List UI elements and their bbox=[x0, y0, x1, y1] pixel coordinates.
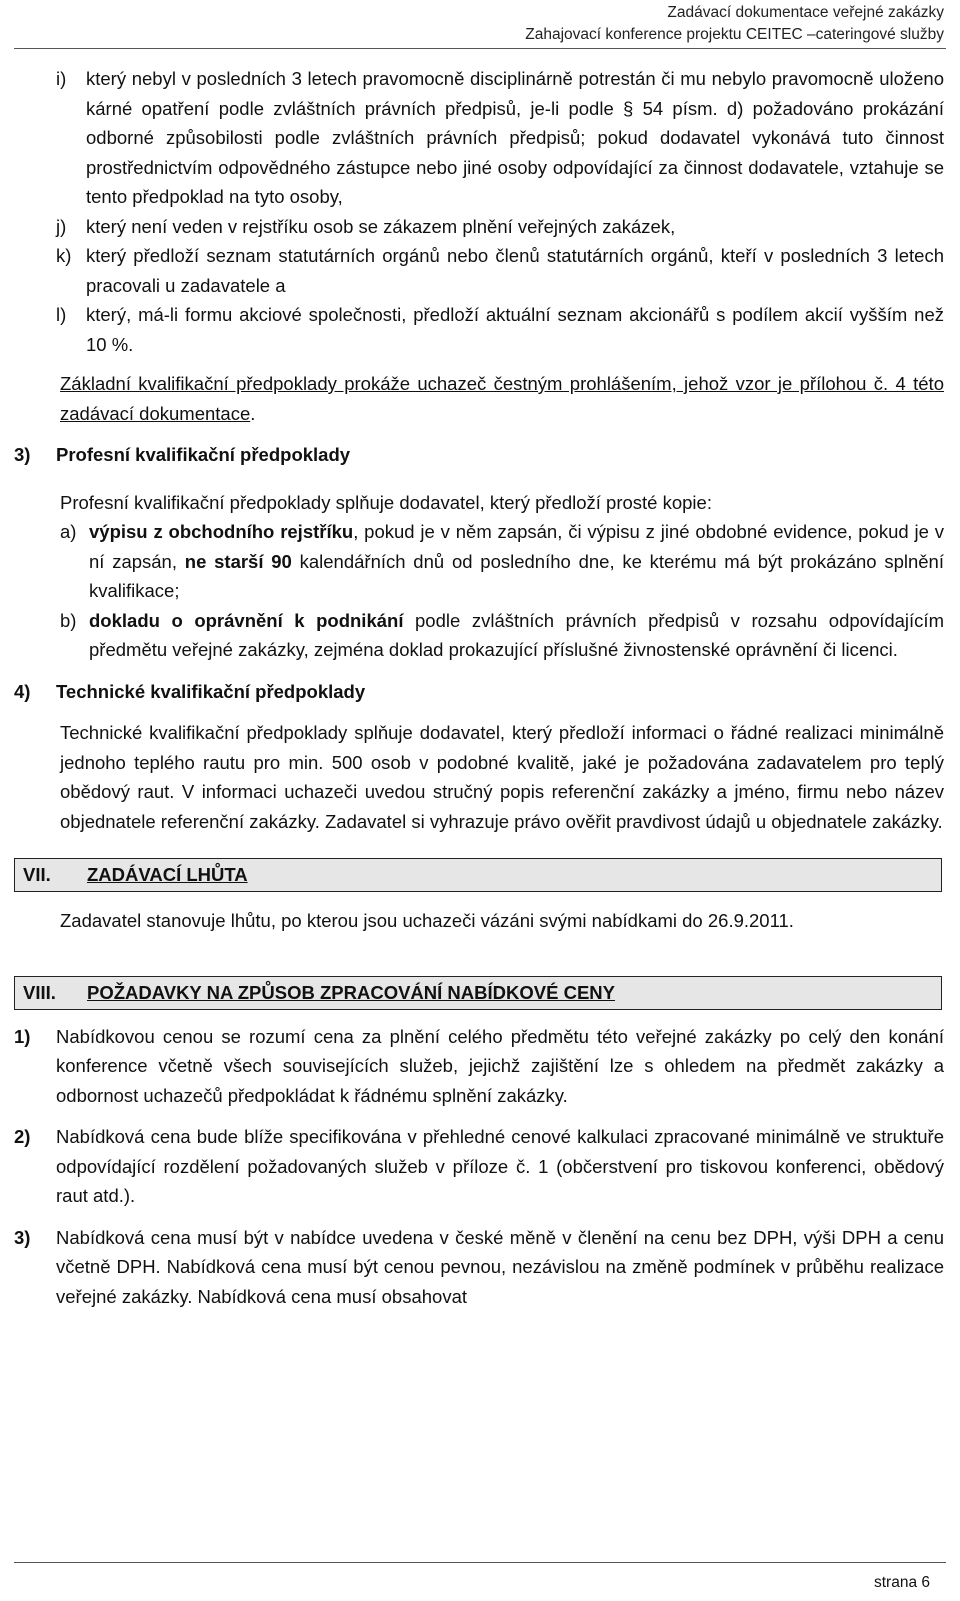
list-item bbox=[60, 606, 944, 665]
section-title: Technické kvalifikační předpoklady bbox=[56, 680, 366, 702]
page-header bbox=[525, 2, 944, 46]
list-label: j) bbox=[56, 215, 67, 237]
section-number: 4) bbox=[14, 680, 31, 702]
basic-note-end: . bbox=[250, 402, 256, 424]
page-number: strana 6 bbox=[873, 1574, 930, 1591]
plain-text: podle zvláštních právních předpisů v rozsahu odpovídajícím předmětu veřejné zakázky, zejména doklad prokazující příslušné živnostenské oprávnění či licenci. bbox=[89, 609, 944, 660]
bold-text: ne starší 90 bbox=[184, 550, 292, 572]
list-label: 1) bbox=[14, 1025, 31, 1047]
list-text bbox=[89, 517, 944, 606]
list-text: Nabídkovou cenou se rozumí cena za plnění celého předmětu této veřejné zakázky po celý den konání konference včetně všech souvisejících služeb, jejichž zajištění lze s ohledem na předmět zakázky a odbornost uchazečů předpokládat k řádnému splnění zakázky. bbox=[56, 1025, 944, 1106]
header-doc-title: Zadávací dokumentace veřejné zakázky bbox=[667, 4, 944, 21]
section-4-heading bbox=[14, 677, 944, 707]
list-text: který, má-li formu akciové společnosti, předloží aktuální seznam akcionářů s podílem akcií vyšším než 10 %. bbox=[86, 304, 944, 355]
list-item bbox=[56, 300, 944, 359]
section-number: VIII. bbox=[23, 981, 56, 1003]
list-label: 2) bbox=[14, 1126, 31, 1147]
list-item bbox=[56, 241, 944, 300]
section-3-heading bbox=[14, 440, 944, 470]
list-item bbox=[56, 212, 944, 242]
section-vii-heading bbox=[14, 858, 942, 892]
list-label: i) bbox=[56, 68, 67, 89]
basic-qualification-note bbox=[60, 369, 944, 428]
plain-text: kalendářních dnů od posledního dne, ke kterému má být prokázáno splnění kvalifikace; bbox=[89, 550, 944, 601]
footer-divider bbox=[14, 1562, 946, 1563]
section-4-text: Technické kvalifikační předpoklady splňuje dodavatel, který předloží informaci o řádné realizaci minimálně jednoho teplého rautu pro min. 500 osob v podobné kvalitě, jaké je požadována zadavatelem pro teplý obědový raut. V informaci uchazeči uvedou stručný popis referenční zakázky a jméno, firmu nebo název objednatele referenční zakázky. Zadavatel si vyhrazuje právo ověřit pravdivost údajů u objednatele zakázky. bbox=[60, 722, 944, 832]
list-text: který předloží seznam statutárních orgánů nebo členů statutárních orgánů, kteří v posledních 3 letech pracovali u zadavatele a bbox=[86, 245, 944, 296]
list-label: 3) bbox=[14, 1226, 31, 1248]
bold-text: dokladu o oprávnění k podnikání bbox=[89, 609, 404, 631]
section-title: Profesní kvalifikační předpoklady bbox=[56, 444, 351, 465]
list-text bbox=[89, 606, 944, 665]
list-item bbox=[14, 1122, 944, 1211]
list-text: Nabídková cena bude blíže specifikována v přehledné cenové kalkulaci zpracované minimálně ve struktuře odpovídající rozdělení požadovaných služeb v příloze č. 1 (občerstvení pro tiskovou konferenci, obědový raut atd.). bbox=[56, 1126, 944, 1206]
list-text: který není veden v rejstříku osob se zákazem plnění veřejných zakázek, bbox=[86, 215, 676, 237]
list-label: a) bbox=[60, 521, 77, 542]
section-vii-text: Zadavatel stanovuje lhůtu, po kterou jsou uchazeči vázáni svými nabídkami do 26.9.2011. bbox=[60, 910, 794, 931]
list-item bbox=[14, 1022, 944, 1111]
section-title: ZADÁVACÍ LHŮTA bbox=[87, 864, 248, 885]
list-label: b) bbox=[60, 609, 77, 631]
header-divider bbox=[14, 48, 946, 49]
list-item bbox=[56, 64, 944, 212]
bold-text: výpisu z obchodního rejstříku bbox=[89, 521, 354, 542]
section-number: VII. bbox=[23, 864, 51, 885]
section-3-intro: Profesní kvalifikační předpoklady splňuje dodavatel, který předloží prosté kopie: bbox=[60, 491, 712, 513]
header-project-title: Zahajovací konference projektu CEITEC –cateringové služby bbox=[525, 26, 944, 43]
section-title: POŽADAVKY NA ZPŮSOB ZPRACOVÁNÍ NABÍDKOVÉ CENY bbox=[87, 981, 615, 1003]
section-number: 3) bbox=[14, 444, 31, 465]
list-text: který nebyl v posledních 3 letech pravomocně disciplinárně potrestán či mu nebylo pravomocně uloženo kárné opatření podle zvláštních právních předpisů, je-li podle § 54 písm. d) požadováno prokázání odborné způsobilosti podle zvláštních právních předpisů; pokud dodavatel vykonává tuto činnost prostřednictvím odpovědného zástupce nebo jiné osoby odpovídající za činnost dodavatele, vztahuje se tento předpoklad na tyto osoby, bbox=[86, 68, 944, 207]
document-body bbox=[14, 60, 944, 1311]
list-item bbox=[60, 517, 944, 606]
list-label: l) bbox=[56, 304, 67, 325]
list-text: Nabídková cena musí být v nabídce uvedena v české měně v členění na cenu bez DPH, výši DPH a cenu včetně DPH. Nabídková cena musí být cenou pevnou, nezávislou na změně podmínek v průběhu realizace veřejné zakázky. Nabídková cena musí obsahovat bbox=[56, 1226, 944, 1307]
section-viii-heading bbox=[14, 976, 942, 1010]
list-label: k) bbox=[56, 245, 72, 266]
list-item bbox=[14, 1223, 944, 1312]
plain-text: , pokud je v něm zapsán, či výpisu z jiné obdobné evidence, pokud je v ní zapsán, bbox=[89, 521, 944, 572]
basic-note-text: Základní kvalifikační předpoklady prokáže uchazeč čestným prohlášením, jehož vzor je přílohou č. 4 této zadávací dokumentace bbox=[60, 373, 944, 424]
